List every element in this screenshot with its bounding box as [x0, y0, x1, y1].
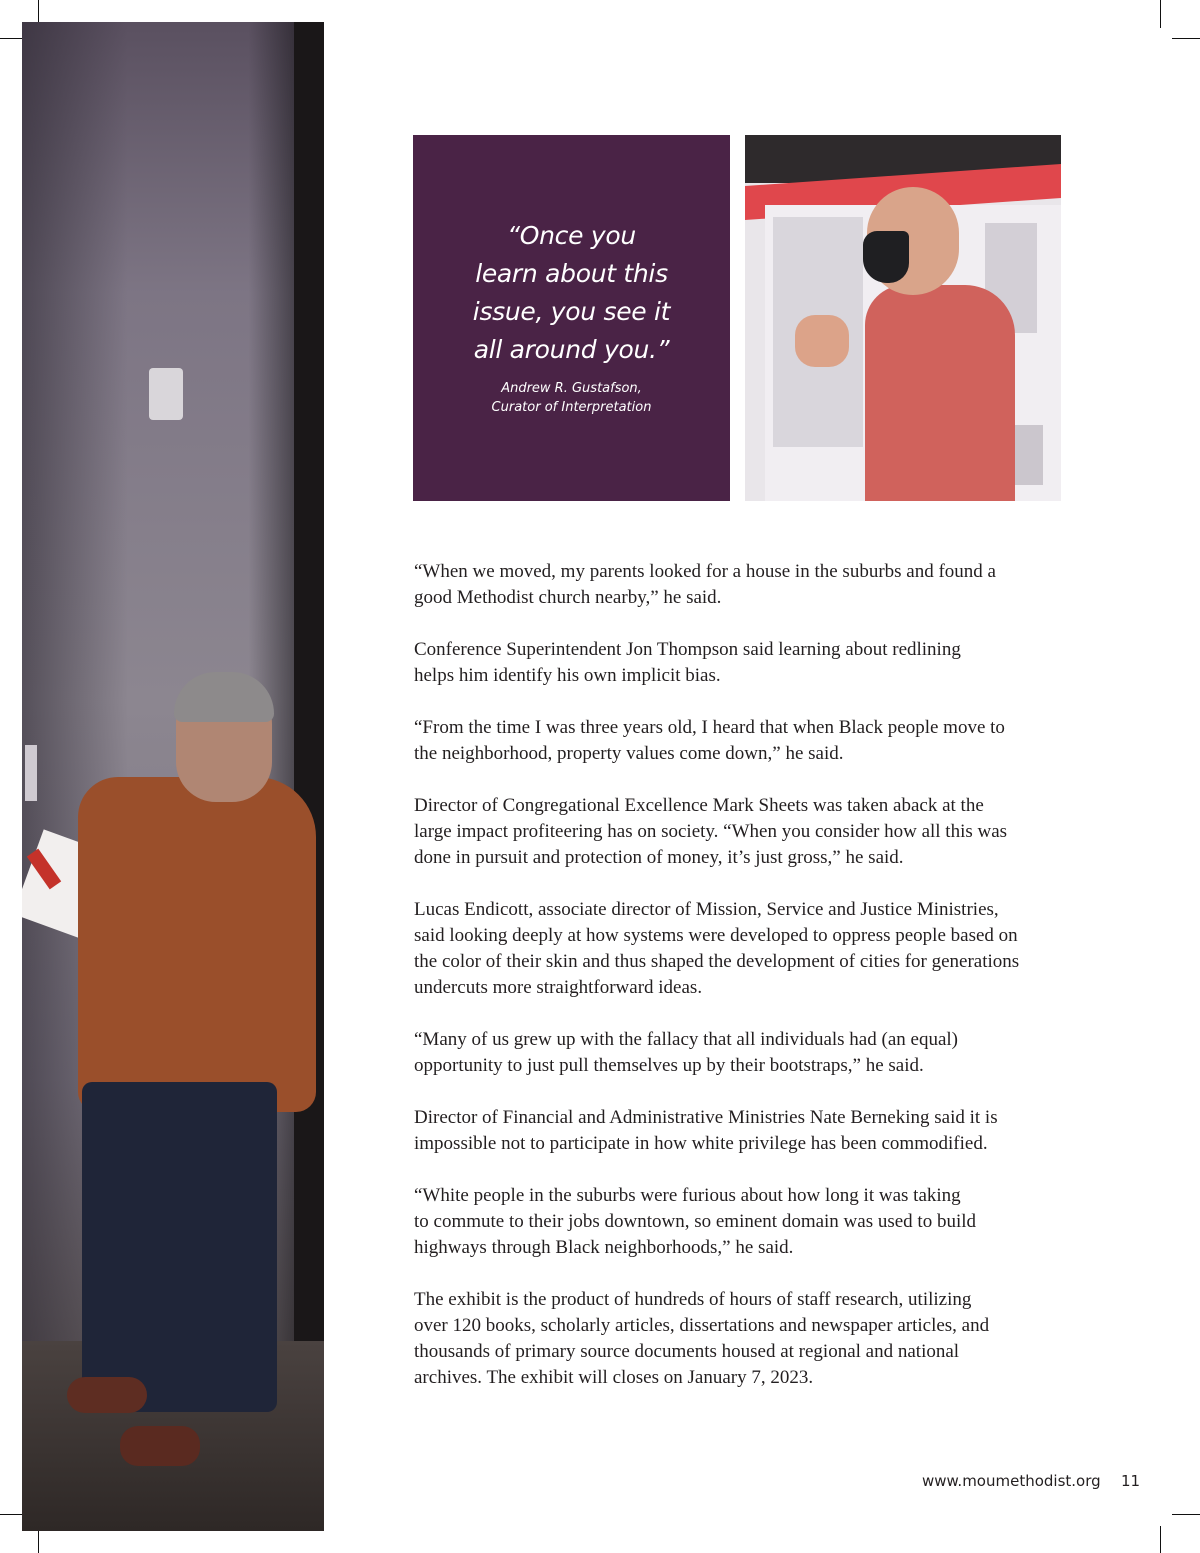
crop-mark [0, 1514, 24, 1515]
paragraph [414, 1105, 1074, 1157]
text-line: Conference Superintendent Jon Thompson said learning about redlining [414, 639, 961, 660]
person-shoe [67, 1377, 147, 1413]
text-line: highways through Black neighborhoods,” he said. [414, 1237, 794, 1258]
pull-quote [443, 217, 700, 369]
text-line: helps him identify his own implicit bias. [414, 665, 721, 686]
pull-quote-line: learn about this [475, 259, 668, 288]
pull-quote-line: all around you.” [473, 335, 670, 364]
text-line: opportunity to just pull themselves up by their bootstraps,” he said. [414, 1055, 924, 1076]
doorway-shadow [294, 22, 324, 1531]
text-line: archives. The exhibit will closes on January 7, 2023. [414, 1367, 814, 1388]
text-line: impossible not to participate in how white privilege has been commodified. [414, 1133, 988, 1154]
text-line: Director of Congregational Excellence Mark Sheets was taken aback at the [414, 795, 984, 816]
wall-switch [25, 745, 37, 801]
article-body [414, 559, 1074, 1417]
curator-shirt [865, 285, 1015, 501]
quote-attribution [433, 379, 710, 417]
crop-mark [1172, 38, 1200, 39]
curator-hand [795, 315, 849, 367]
text-line: large impact profiteering has on society. “When you consider how all this was [414, 821, 1008, 842]
text-line: Director of Financial and Administrative Ministries Nate Berneking said it is [414, 1107, 998, 1128]
text-line: “White people in the suburbs were furious about how long it was taking [414, 1185, 961, 1206]
text-line: thousands of primary source documents housed at regional and national [414, 1341, 960, 1362]
person-shirt [78, 777, 316, 1112]
crop-mark [1160, 0, 1161, 28]
person-shoe [120, 1426, 200, 1466]
crop-mark [1160, 1526, 1161, 1553]
text-line: the color of their skin and thus shaped the development of cities for generations [414, 951, 1020, 972]
paragraph [414, 1027, 1074, 1079]
paragraph [414, 559, 1074, 611]
text-line: good Methodist church nearby,” he said. [414, 587, 722, 608]
text-line: done in pursuit and protection of money, it’s just gross,” he said. [414, 847, 904, 868]
text-line: Lucas Endicott, associate director of Mission, Service and Justice Ministries, [414, 899, 999, 920]
pull-quote-line: issue, you see it [472, 297, 671, 326]
person-pants [82, 1082, 277, 1412]
face-mask [863, 231, 909, 283]
crop-mark [1172, 1514, 1200, 1515]
paragraph [414, 637, 1074, 689]
text-line: undercuts more straightforward ideas. [414, 977, 703, 998]
attribution-name: Andrew R. Gustafson, [501, 381, 642, 396]
text-line: “From the time I was three years old, I heard that when Black people move to [414, 717, 1005, 738]
text-line: over 120 books, scholarly articles, dissertations and newspaper articles, and [414, 1315, 990, 1336]
wall-sensor [149, 368, 183, 420]
paragraph [414, 715, 1074, 767]
website-url[interactable]: www.moumethodist.org [922, 1472, 1101, 1490]
text-line: The exhibit is the product of hundreds of hours of staff research, utilizing [414, 1289, 972, 1310]
pull-quote-line: “Once you [507, 221, 636, 250]
text-line: said looking deeply at how systems were developed to oppress people based on [414, 925, 1018, 946]
paragraph [414, 1183, 1074, 1261]
paragraph [414, 793, 1074, 871]
man-leaning-photo [22, 22, 324, 1531]
attribution-title: Curator of Interpretation [491, 400, 652, 415]
text-line: “Many of us grew up with the fallacy that all individuals had (an equal) [414, 1029, 958, 1050]
page-number: 11 [1121, 1472, 1141, 1490]
pull-quote-box [413, 135, 730, 501]
curator-exhibit-photo [745, 135, 1061, 501]
text-line: the neighborhood, property values come down,” he said. [414, 743, 844, 764]
text-line: to commute to their jobs downtown, so eminent domain was used to build [414, 1211, 977, 1232]
crop-mark [0, 38, 24, 39]
paragraph [414, 1287, 1074, 1391]
paragraph [414, 897, 1074, 1001]
text-line: “When we moved, my parents looked for a house in the suburbs and found a [414, 561, 996, 582]
